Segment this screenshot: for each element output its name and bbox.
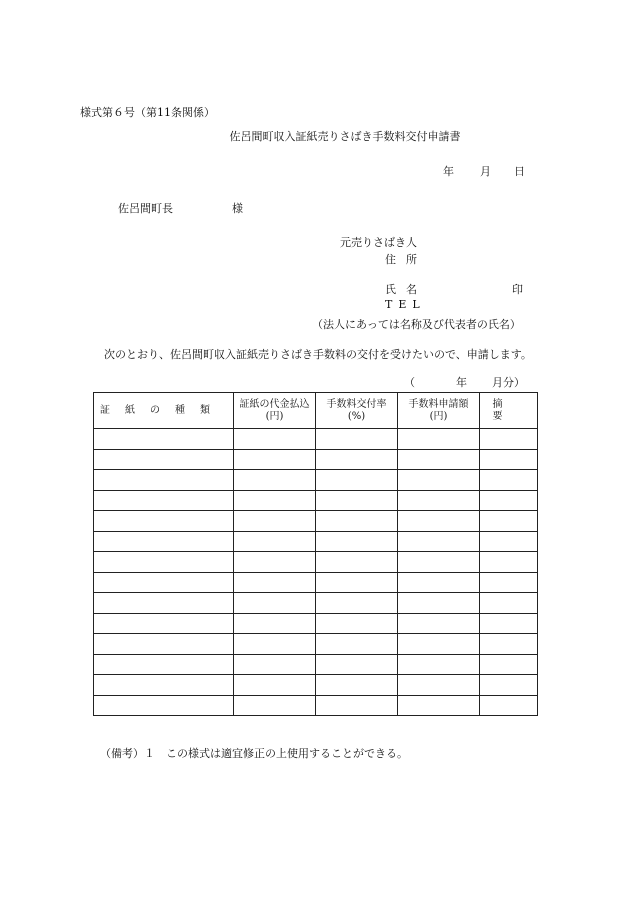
address-label: 住所 (385, 253, 427, 266)
header-payment-amount: 証紙の代金払込 (円) (234, 393, 316, 429)
cell-remarks[interactable] (480, 449, 538, 470)
cell-fee-rate[interactable] (316, 511, 398, 532)
cell-payment-amount[interactable] (234, 572, 316, 593)
cell-payment-amount[interactable] (234, 695, 316, 716)
table-row (94, 634, 538, 655)
table-row (94, 490, 538, 511)
cell-payment-amount[interactable] (234, 675, 316, 696)
cell-payment-amount[interactable] (234, 613, 316, 634)
addressee-honorific: 様 (232, 202, 243, 215)
cell-fee-amount[interactable] (398, 449, 480, 470)
cell-stamp-type[interactable] (94, 593, 234, 614)
table-row (94, 572, 538, 593)
table-row (94, 511, 538, 532)
period-month-label: 月分） (492, 376, 525, 389)
cell-stamp-type[interactable] (94, 572, 234, 593)
cell-stamp-type[interactable] (94, 531, 234, 552)
cell-payment-amount[interactable] (234, 449, 316, 470)
cell-fee-amount[interactable] (398, 572, 480, 593)
cell-remarks[interactable] (480, 429, 538, 450)
cell-remarks[interactable] (480, 490, 538, 511)
cell-remarks[interactable] (480, 613, 538, 634)
date-day-label: 日 (514, 165, 525, 178)
cell-stamp-type[interactable] (94, 675, 234, 696)
cell-fee-rate[interactable] (316, 572, 398, 593)
cell-fee-rate[interactable] (316, 634, 398, 655)
cell-payment-amount[interactable] (234, 634, 316, 655)
cell-fee-amount[interactable] (398, 490, 480, 511)
cell-payment-amount[interactable] (234, 429, 316, 450)
cell-payment-amount[interactable] (234, 552, 316, 573)
cell-remarks[interactable] (480, 695, 538, 716)
cell-fee-rate[interactable] (316, 552, 398, 573)
period-year-label: 年 (456, 376, 467, 389)
cell-payment-amount[interactable] (234, 593, 316, 614)
cell-payment-amount[interactable] (234, 654, 316, 675)
cell-remarks[interactable] (480, 654, 538, 675)
cell-fee-rate[interactable] (316, 593, 398, 614)
period-open-paren: （ (404, 376, 415, 389)
table-row (94, 429, 538, 450)
cell-fee-rate[interactable] (316, 613, 398, 634)
cell-stamp-type[interactable] (94, 470, 234, 491)
cell-remarks[interactable] (480, 675, 538, 696)
cell-stamp-type[interactable] (94, 511, 234, 532)
cell-stamp-type[interactable] (94, 449, 234, 470)
cell-stamp-type[interactable] (94, 654, 234, 675)
cell-payment-amount[interactable] (234, 470, 316, 491)
table-row (94, 613, 538, 634)
cell-fee-amount[interactable] (398, 429, 480, 450)
cell-fee-rate[interactable] (316, 470, 398, 491)
cell-fee-amount[interactable] (398, 511, 480, 532)
cell-stamp-type[interactable] (94, 695, 234, 716)
cell-remarks[interactable] (480, 593, 538, 614)
cell-payment-amount[interactable] (234, 490, 316, 511)
cell-stamp-type[interactable] (94, 490, 234, 511)
seal-mark: 印 (512, 283, 523, 296)
cell-remarks[interactable] (480, 634, 538, 655)
cell-fee-amount[interactable] (398, 695, 480, 716)
table-header-row (94, 393, 538, 429)
table-row (94, 695, 538, 716)
date-month-label: 月 (480, 165, 491, 178)
cell-payment-amount[interactable] (234, 511, 316, 532)
cell-fee-rate[interactable] (316, 429, 398, 450)
cell-fee-amount[interactable] (398, 552, 480, 573)
corporate-note: （法人にあっては名称及び代表者の氏名） (312, 318, 521, 331)
form-number: 様式第６号（第11条関係） (80, 106, 215, 119)
header-fee-amount: 手数料申請額 (円) (398, 393, 480, 429)
cell-fee-amount[interactable] (398, 675, 480, 696)
table-row (94, 531, 538, 552)
table-row (94, 654, 538, 675)
cell-stamp-type[interactable] (94, 552, 234, 573)
cell-fee-amount[interactable] (398, 613, 480, 634)
header-remarks: 摘要 (480, 393, 538, 429)
cell-remarks[interactable] (480, 470, 538, 491)
tel-label: TEL (385, 298, 426, 311)
addressee-name: 佐呂間町長 (118, 202, 173, 215)
cell-remarks[interactable] (480, 572, 538, 593)
table-row (94, 675, 538, 696)
cell-fee-amount[interactable] (398, 634, 480, 655)
remarks-note: （備考）１ この様式は適宜修正の上使用することができる。 (100, 747, 408, 760)
cell-fee-amount[interactable] (398, 531, 480, 552)
cell-fee-rate[interactable] (316, 695, 398, 716)
cell-fee-rate[interactable] (316, 654, 398, 675)
cell-stamp-type[interactable] (94, 634, 234, 655)
cell-stamp-type[interactable] (94, 613, 234, 634)
cell-fee-rate[interactable] (316, 531, 398, 552)
document-title: 佐呂間町収入証紙売りさばき手数料交付申請書 (229, 130, 461, 143)
cell-remarks[interactable] (480, 531, 538, 552)
header-stamp-type: 証紙の種類 (94, 393, 234, 429)
date-year-label: 年 (443, 165, 454, 178)
table-row (94, 552, 538, 573)
cell-fee-amount[interactable] (398, 654, 480, 675)
cell-fee-rate[interactable] (316, 449, 398, 470)
cell-fee-rate[interactable] (316, 675, 398, 696)
cell-remarks[interactable] (480, 552, 538, 573)
cell-fee-amount[interactable] (398, 470, 480, 491)
application-statement: 次のとおり、佐呂間町収入証紙売りさばき手数料の交付を受けたいので、申請します。 (104, 348, 532, 361)
table-row (94, 593, 538, 614)
table-row (94, 449, 538, 470)
applicant-role: 元売りさばき人 (340, 236, 417, 249)
header-fee-rate: 手数料交付率 (%) (316, 393, 398, 429)
application-table (93, 392, 538, 716)
cell-fee-rate[interactable] (316, 490, 398, 511)
cell-remarks[interactable] (480, 511, 538, 532)
cell-payment-amount[interactable] (234, 531, 316, 552)
table-row (94, 470, 538, 491)
name-label: 氏名 (385, 283, 427, 296)
cell-fee-amount[interactable] (398, 593, 480, 614)
cell-stamp-type[interactable] (94, 429, 234, 450)
